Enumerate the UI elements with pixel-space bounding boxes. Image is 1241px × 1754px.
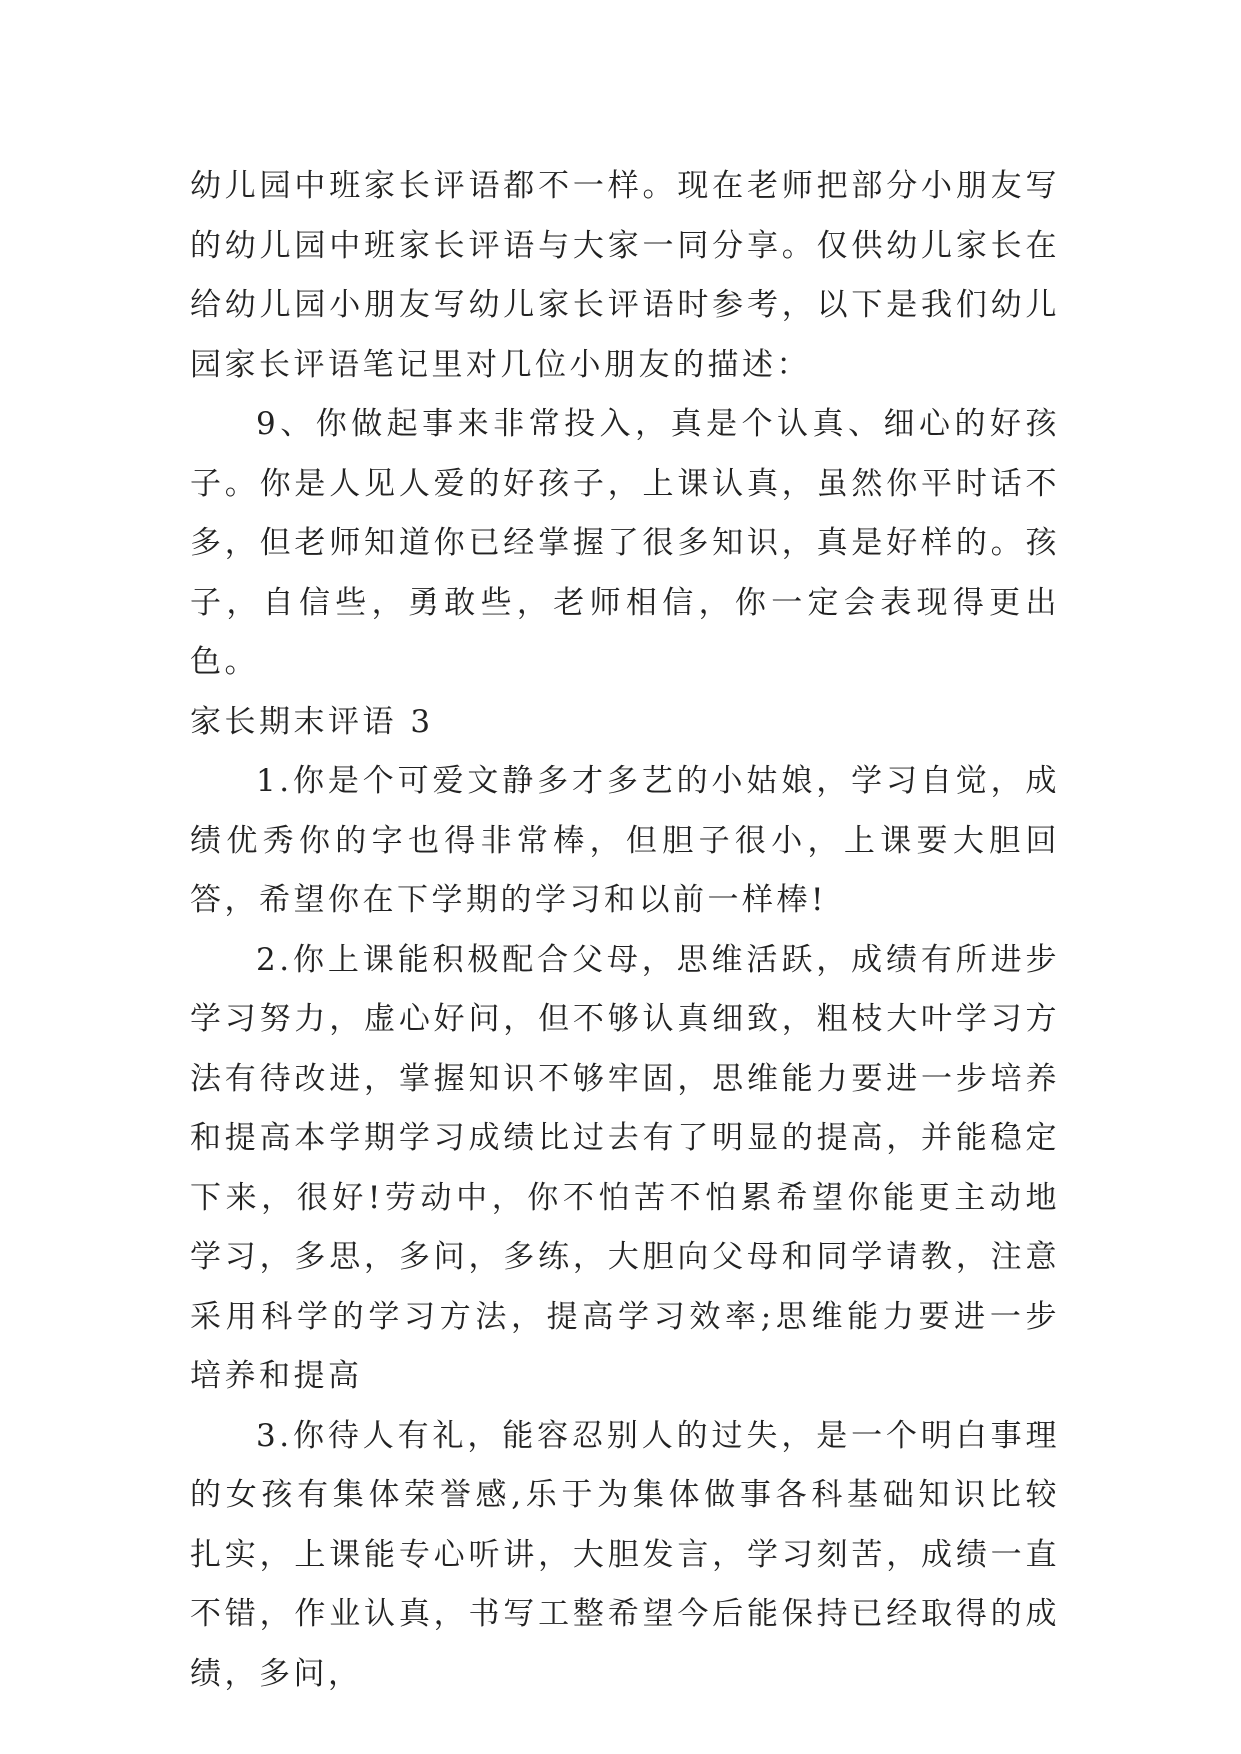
- comment-item-3: 3.你待人有礼，能容忍别人的过失，是一个明白事理的女孩有集体荣誉感,乐于为集体做事各科基础知识比较扎实，上课能专心听讲，大胆发言，学习刻苦，成绩一直不错，作业认真，书写工整希望今后能保持已经取得的成绩，多问，: [190, 1417, 1060, 1692]
- section-heading: 家长期末评语 3: [190, 703, 434, 740]
- comment-item-2: 2.你上课能积极配合父母，思维活跃，成绩有所进步学习努力，虚心好问，但不够认真细致，粗枝大叶学习方法有待改进，掌握知识不够牢固，思维能力要进一步培养和提高本学期学习成绩比过去有了明显的提高，并能稳定下来，很好!劳动中，你不怕苦不怕累希望你能更主动地学习，多思，多问，多练，大胆向父母和同学请教，注意采用科学的学习方法，提高学习效率;思维能力要进一步培养和提高: [190, 941, 1060, 1394]
- comment-item-1: 1.你是个可爱文静多才多艺的小姑娘，学习自觉，成绩优秀你的字也得非常棒，但胆子很小，上课要大胆回答，希望你在下学期的学习和以前一样棒!: [190, 763, 1060, 918]
- document-body: [190, 157, 1060, 1704]
- comment-item-9: 9、你做起事来非常投入，真是个认真、细心的好孩子。你是人见人爱的好孩子，上课认真，虽然你平时话不多，但老师知道你已经掌握了很多知识，真是好样的。孩子，自信些，勇敢些，老师相信，你一定会表现得更出色。: [190, 406, 1060, 680]
- intro-paragraph: 幼儿园中班家长评语都不一样。现在老师把部分小朋友写的幼儿园中班家长评语与大家一同分享。仅供幼儿家长在给幼儿园小朋友写幼儿家长评语时参考，以下是我们幼儿园家长评语笔记里对几位小朋友的描述：: [190, 168, 1060, 383]
